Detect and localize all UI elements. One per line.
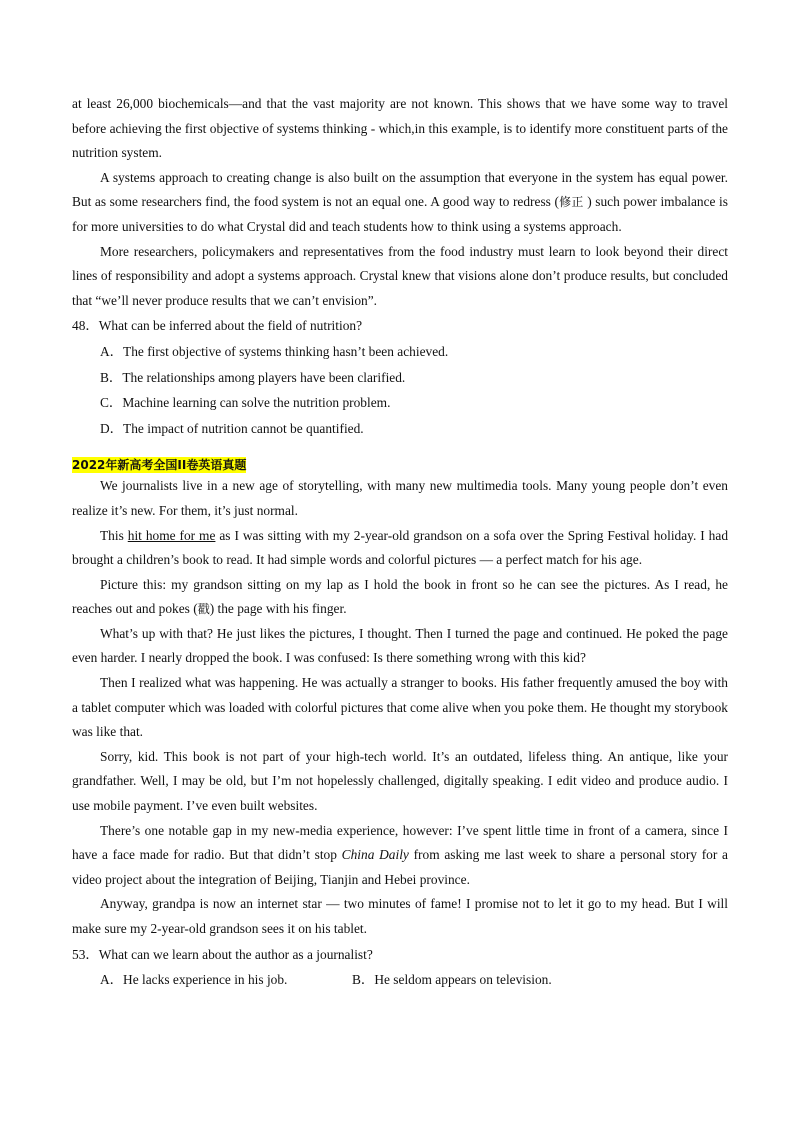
text-run: ) the page with his finger. [209,601,347,617]
question-53-options [72,967,728,993]
paragraph [72,819,728,893]
paragraph [72,573,728,622]
question-48-option-a: A．The first objective of systems thinking hasn’t been achieved. [100,343,449,359]
paragraph: Then I realized what was happening. He was actually a stranger to books. His father frequently amused the boy with a tablet computer which was loaded with colorful pictures that come alive when you poke them. He thought my storybook was like that. [72,675,728,740]
question-48-stem: 48．What can be inferred about the field of nutrition? [72,318,363,334]
question-48-option-c: C．Machine learning can solve the nutrition problem. [100,395,391,411]
question-48-option-b: B．The relationships among players have been clarified. [100,369,406,385]
text-run: ) such power imbalance is for more universities to do what Crystal did and teach students how to think using a systems approach. [72,194,728,234]
text-run: A systems approach to creating change is also built on the assumption that everyone in the system has equal power. But as some researchers find, the food system is not an equal one. A good way to redress ( [72,169,728,210]
document-page [72,92,728,993]
chinese-gloss: 戳 [197,602,210,617]
underlined-phrase: hit home for me [127,527,216,543]
text-run: from asking me last week to share a personal story for a video project about the integration of Beijing, Tianjin and Hebei province. [72,847,728,887]
paragraph: We journalists live in a new age of storytelling, with many new multimedia tools. Many young people don’t even realize it’s new. For them, it’s just normal. [72,478,728,518]
paragraph: What’s up with that? He just likes the pictures, I thought. Then I turned the page and continued. He poked the page even harder. I nearly dropped the book. I was confused: Is there something wrong with this kid? [72,625,728,666]
text-run: This [100,527,128,543]
paragraph [72,166,728,240]
question-53-option-b: B．He seldom appears on television. [352,972,552,988]
question-48-option-d: D．The impact of nutrition cannot be quantified. [100,420,364,436]
paragraph: Sorry, kid. This book is not part of your high-tech world. It’s an outdated, lifeless thing. An antique, like your grandfather. Well, I may be old, but I’m not hopelessly challenged, digitally speaking. I edit video and produce audio. I use mobile payment. I’ve even built websites. [72,748,728,814]
section-heading: 2022年新高考全国II卷英语真题 [72,458,247,473]
chinese-gloss: 修正 [558,195,584,210]
question-53-option-a: A．He lacks experience in his job. [100,972,288,988]
text-run: Picture this: my grandson sitting on my lap as I hold the book in front so he can see the pictures. As I read, he reaches out and pokes ( [72,576,728,617]
paragraph: Anyway, grandpa is now an internet star — two minutes of fame! I promise not to let it go to my head. But I will make sure my 2-year-old grandson sees it on his tablet. [72,896,728,936]
italic-title: China Daily [341,847,409,863]
paragraph [72,524,728,573]
question-53-stem: 53．What can we learn about the author as a journalist? [72,946,373,962]
paragraph: at least 26,000 biochemicals—and that the vast majority are not known. This shows that we have some way to travel before achieving the first objective of systems thinking - which,in this example, is to identify more constituent parts of the nutrition system. [72,96,728,161]
text-run: as I was sitting with my 2-year-old grandson on a sofa over the Spring Festival holiday. I had brought a children’s book to read. It had simple words and colorful pictures — a perfect match for his age. [72,527,729,568]
text-run: There’s one notable gap in my new-media experience, however: I’ve spent little time in front of a camera, since I have a face made for radio. But that didn’t stop [72,822,728,863]
paragraph: More researchers, policymakers and representatives from the food industry must learn to look beyond their direct lines of responsibility and adopt a systems approach. Crystal knew that visions alone don’t produce results, but concluded that “we’ll never produce results that we can’t envision”. [72,243,728,308]
